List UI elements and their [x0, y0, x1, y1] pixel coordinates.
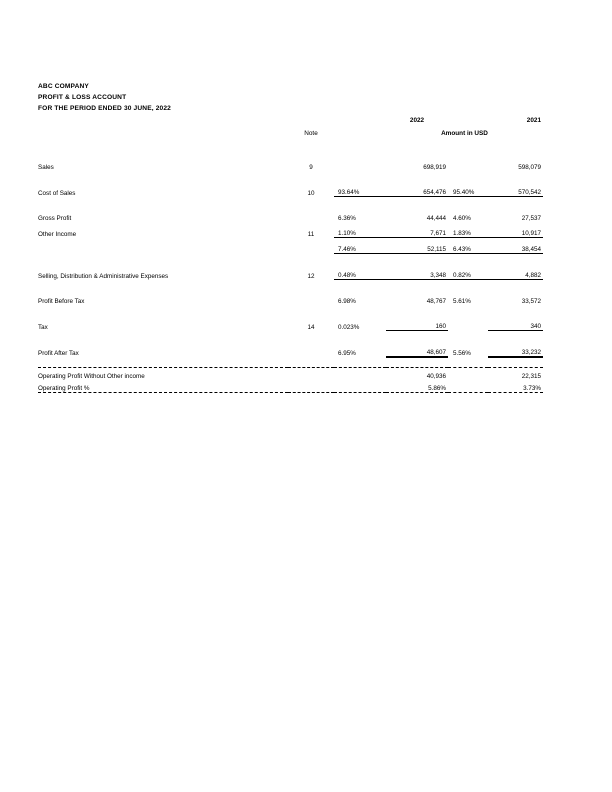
row-pct-2021: [448, 305, 488, 331]
row-amount-2021: 38,454: [488, 238, 543, 254]
row-amount-2021: 33,232: [488, 331, 543, 358]
table-row: [38, 280, 543, 306]
footer-amount-2022: 40,936: [386, 368, 448, 381]
row-note: 11: [307, 230, 315, 238]
row-label: Selling, Distribution & Administrative Expenses: [38, 272, 169, 280]
footer-label: Operating Profit %: [38, 380, 386, 393]
row-pct-2021: 5.56%: [453, 350, 471, 357]
row-amount-2021: 33,572: [488, 280, 543, 306]
row-pct-2022: 1.10%: [334, 222, 386, 238]
row-label: Profit Before Tax: [38, 298, 85, 305]
table-row: [38, 171, 543, 197]
row-pct-2022: 6.98%: [334, 280, 386, 306]
row-note: 14: [307, 323, 315, 331]
table-row: [38, 254, 543, 280]
row-label: Sales: [38, 164, 54, 171]
row-note: 9: [309, 164, 313, 171]
row-pct-2022: 0.48%: [338, 272, 356, 279]
table-header-years: [38, 112, 543, 124]
row-pct-2022: 7.46%: [334, 238, 386, 254]
footer-amount-2021: 3.73%: [488, 380, 543, 393]
footer-amount-2021: 22,315: [488, 368, 543, 381]
row-amount-2022: 48,767: [386, 280, 448, 306]
row-label: Gross Profit: [38, 215, 72, 222]
total-gap: [38, 357, 543, 368]
row-amount-2021: 598,079: [518, 164, 541, 171]
row-note: 12: [307, 272, 315, 280]
row-label: [38, 238, 288, 254]
table-row-subtotal: [38, 238, 543, 254]
table-header-subrow: [38, 124, 543, 137]
row-amount-2021: 27,537: [521, 215, 541, 222]
row-pct-2022: 6.95%: [338, 350, 356, 357]
footer-row-operating-profit: [38, 368, 543, 381]
footer-label: Operating Profit Without Other income: [38, 368, 386, 381]
row-amount-2022: 52,115: [386, 238, 448, 254]
footer-amount-2022: 5.86%: [386, 380, 448, 393]
row-pct-2022: 0.023%: [338, 323, 360, 331]
column-header-note: Note: [304, 130, 318, 137]
row-pct-2021: 95.40%: [448, 171, 488, 197]
table-row: [38, 146, 543, 171]
subheader-pct-spacer: [334, 124, 386, 137]
header-note-spacer: [288, 112, 334, 124]
header-pct-2022-spacer: [334, 112, 386, 124]
footer-row-operating-profit-percent: [38, 380, 543, 393]
row-label: Cost of Sales: [38, 189, 76, 197]
column-header-year-2022: 2022: [409, 117, 425, 124]
row-pct-2022: 6.36%: [338, 215, 356, 222]
footer-gap-cell: [448, 380, 488, 393]
row-note: [288, 238, 334, 254]
row-pct-2021: 6.43%: [448, 238, 488, 254]
row-note: [288, 331, 334, 358]
row-amount-2021: 4,882: [525, 272, 541, 279]
header-gap: [38, 137, 543, 146]
row-amount-2021: 570,542: [488, 171, 543, 197]
row-pct-2021: 4.60%: [453, 215, 471, 222]
header-pct-2021-spacer: [448, 112, 488, 124]
table-row: [38, 197, 543, 223]
statement-title: PROFIT & LOSS ACCOUNT: [38, 94, 127, 102]
table-row: [38, 222, 543, 238]
row-pct-2021: 0.82%: [453, 272, 471, 279]
footer-gap-cell: [448, 368, 488, 381]
row-amount-2021: 10,917: [488, 222, 543, 238]
row-note: [288, 197, 334, 223]
row-pct-2021: 1.83%: [448, 222, 488, 238]
header-gap-cell: [38, 137, 543, 146]
row-amount-2022: 44,444: [426, 215, 446, 222]
subheader-spacer: [38, 124, 288, 137]
row-amount-2021: 340: [530, 323, 541, 330]
document-heading: [38, 81, 171, 115]
total-gap-cell: [38, 357, 543, 368]
row-amount-2022: 7,671: [386, 222, 448, 238]
row-amount-2022: 698,919: [423, 164, 446, 171]
row-amount-2022: 160: [435, 323, 446, 330]
table-row-total: [38, 331, 543, 358]
column-header-year-2021: 2021: [526, 117, 541, 124]
company-name: ABC COMPANY: [38, 83, 89, 90]
column-header-currency: Amount in USD: [441, 130, 488, 137]
statement-period: FOR THE PERIOD ENDED 30 JUNE, 2022: [38, 105, 171, 113]
row-amount-2022: 3,348: [430, 272, 446, 279]
header-spacer: [38, 112, 288, 124]
row-label: Profit After Tax: [38, 350, 79, 357]
row-amount-2022: 654,476: [386, 171, 448, 197]
row-amount-2022: 48,607: [386, 331, 448, 358]
row-pct-2022: [334, 146, 386, 171]
table-row: [38, 305, 543, 331]
row-label: Other Income: [38, 230, 77, 238]
row-note: [288, 280, 334, 306]
profit-and-loss-table: [38, 112, 543, 393]
row-pct-2021: 5.61%: [448, 280, 488, 306]
row-note: 10: [307, 189, 315, 197]
row-pct-2022: 93.64%: [334, 171, 386, 197]
row-label: Tax: [38, 323, 48, 331]
row-pct-2021: [448, 146, 488, 171]
